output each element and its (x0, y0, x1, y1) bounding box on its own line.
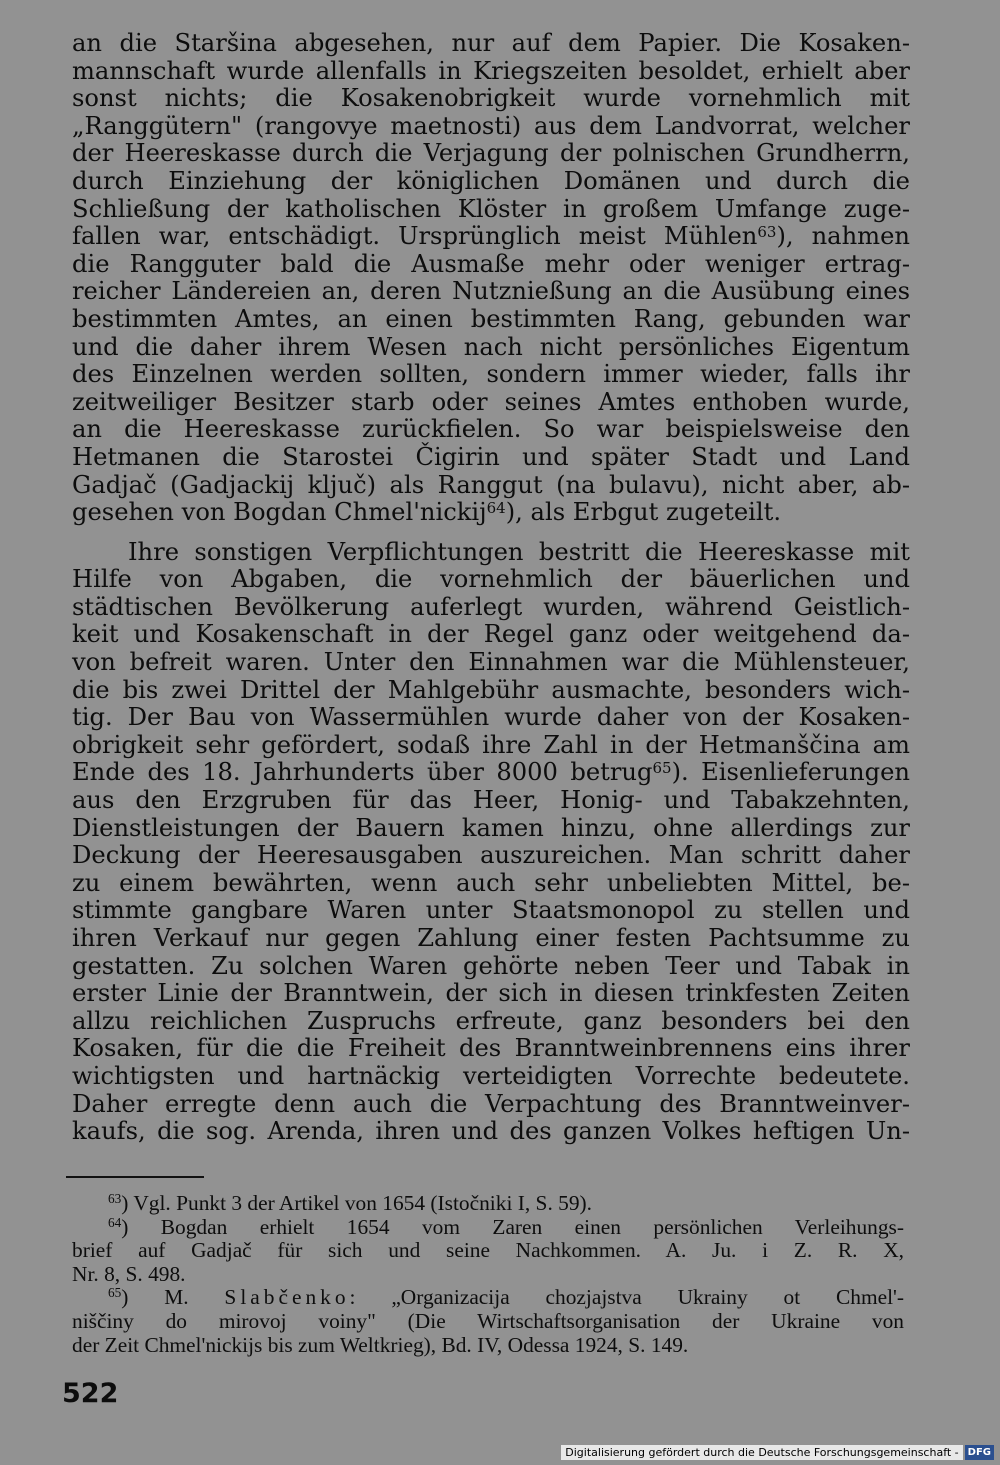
text-line: durch Einziehung der königlichen Domänen und durch die (72, 166, 910, 195)
text-line: der Heereskasse durch die Verjagung der polnischen Grundherrn, (72, 139, 910, 168)
text-line: brief auf Gadjač für sich und seine Nachkommen. A. Ju. i Z. R. X, (72, 1238, 904, 1263)
text-line: erster Linie der Branntwein, der sich in diesen trinkfesten Zeiten (72, 979, 910, 1008)
text-segment: fallen war, entschädigt. Ursprünglich meist Mühlen (72, 222, 758, 251)
paragraph-2 (72, 539, 910, 1146)
text-line: aus den Erzgruben für das Heer, Honig- und Tabakzehnten, (72, 786, 910, 815)
credit-text: Digitalisierung gefördert durch die Deutsche Forschungsgemeinschaft - (561, 1445, 962, 1460)
text-line: allzu reichlichen Zuspruchs erfreute, ganz besonders bei den (72, 1006, 910, 1035)
text-line (72, 223, 910, 251)
text-line: der Zeit Chmel'nickijs bis zum Weltkrieg), Bd. IV, Odessa 1924, S. 149. (72, 1332, 689, 1357)
text-line: Kosaken, für die die Freiheit des Branntweinbrennens eins ihrer (72, 1034, 910, 1063)
text-segment: : „Organizacija chozjajstva Ukrainy ot Chmel'- (349, 1285, 905, 1310)
text-line: des Einzelnen werden sollten, sondern immer wieder, falls ihr (72, 360, 910, 389)
text-segment: ), nahmen (776, 222, 911, 251)
text-line: kaufs, die sog. Arenda, ihren und des ganzen Volkes heftigen Un- (72, 1117, 910, 1146)
footnote-64 (72, 1216, 904, 1287)
text-line: Hetmanen die Starostei Čigirin und später Stadt und Land (72, 442, 910, 471)
footnote-63 (72, 1192, 904, 1216)
text-segment: gesehen von Bogdan Chmel'nickij (72, 498, 487, 527)
text-line: stimmte gangbare Waren unter Staatsmonopol zu stellen und (72, 896, 910, 925)
text-segment: ). Eisenlieferungen (671, 758, 910, 787)
text-segment: ) Bogdan erhielt 1654 vom Zaren einen persönlichen Verleihungs- (121, 1214, 904, 1239)
text-line: Schließung der katholischen Klöster in großem Umfange zuge- (72, 194, 910, 223)
text-line: an die Staršina abgesehen, nur auf dem Papier. Die Kosaken- (72, 29, 910, 57)
text-line: Nr. 8, S. 498. (72, 1261, 186, 1286)
text-segment: ), als Erbgut zugeteilt. (505, 498, 782, 527)
text-line (72, 759, 910, 787)
dfg-logo: DFG (965, 1445, 994, 1460)
text-segment: Ende des 18. Jahrhunderts über 8000 betrug (72, 758, 653, 787)
text-line: reicher Ländereien an, deren Nutznießung an die Ausübung eines (72, 277, 910, 306)
text-line (72, 1192, 904, 1216)
paragraph-1 (72, 30, 910, 527)
text-line: Hilfe von Abgaben, die vornehmlich der bäuerlichen und (72, 565, 910, 594)
text-line: wichtigsten und hartnäckig verteidigten Vorrechte bedeutete. (72, 1061, 910, 1090)
footnote-mark: 64 (108, 1214, 122, 1230)
digitization-credit (561, 1444, 994, 1460)
text-line (72, 1286, 904, 1310)
text-line: Daher erregte denn auch die Verpachtung des Branntweinver- (72, 1089, 910, 1118)
text-line: von befreit waren. Unter den Einnahmen war die Mühlensteuer, (72, 648, 910, 677)
footnote-ref-64[interactable]: 64 (486, 499, 506, 518)
text-line: gestatten. Zu solchen Waren gehörte neben Teer und Tabak in (72, 951, 910, 980)
text-line: „Ranggütern" (rangovye maetnosti) aus dem Landvorrat, welcher (72, 111, 910, 140)
text-line: ihren Verkauf nur gegen Zahlung einer festen Pachtsumme zu (72, 924, 910, 952)
text-line: Ihre sonstigen Verpflichtungen bestritt die Heereskasse mit (128, 537, 910, 566)
text-line: zu einem bewährten, wenn auch sehr unbeliebten Mittel, be- (72, 868, 910, 897)
text-line: städtischen Bevölkerung auferlegt wurden, während Geistlich- (72, 592, 910, 621)
text-line: Deckung der Heeresausgaben auszureichen. Man schritt daher (72, 841, 910, 870)
text-line: tig. Der Bau von Wassermühlen wurde daher von der Kosaken- (72, 703, 910, 732)
text-line: und die daher ihrem Wesen nach nicht persönliches Eigentum (72, 332, 910, 361)
footnote-ref-63[interactable]: 63 (757, 223, 777, 242)
author-name: Slabčenko (224, 1285, 350, 1310)
text-line: die bis zwei Drittel der Mahlgebühr ausmachte, besonders wich- (72, 675, 910, 704)
text-line: Dienstleistungen der Bauern kamen hinzu, ohne allerdings zur (72, 813, 910, 842)
text-line: Gadjač (Gadjackij ključ) als Ranggut (na bulavu), nicht aber, ab- (72, 470, 910, 499)
text-line: keit und Kosakenschaft in der Regel ganz oder weitgehend da- (72, 620, 910, 649)
footnote-divider (66, 1176, 204, 1178)
main-text (72, 30, 910, 1146)
text-line (72, 499, 910, 527)
page-number: 522 (62, 1378, 119, 1409)
text-segment: ) Vgl. Punkt 3 der Artikel von 1654 (Istočniki I, S. 59). (121, 1191, 593, 1215)
text-line: obrigkeit sehr gefördert, sodaß ihre Zahl in der Hetmanščina am (72, 730, 910, 759)
text-line: bestimmten Amtes, an einen bestimmten Rang, gebunden war (72, 304, 910, 333)
text-segment: ) M. (121, 1285, 225, 1310)
footnote-mark: 63 (108, 1191, 122, 1206)
text-line: die Rangguter bald die Ausmaße mehr oder weniger ertrag- (72, 249, 910, 278)
text-line: niščiny do mirovoj voiny" (Die Wirtschaftsorganisation der Ukraine von (72, 1308, 904, 1333)
text-line: sonst nichts; die Kosakenobrigkeit wurde vornehmlich mit (72, 84, 910, 113)
footnote-ref-65[interactable]: 65 (652, 759, 672, 778)
text-line: zeitweiliger Besitzer starb oder seines Amtes enthoben wurde, (72, 387, 910, 416)
text-line: mannschaft wurde allenfalls in Kriegszeiten besoldet, erhielt aber (72, 56, 910, 85)
footnote-65 (72, 1286, 904, 1357)
text-line: an die Heereskasse zurückfielen. So war beispielsweise den (72, 415, 910, 444)
footnotes (72, 1192, 904, 1357)
footnote-mark: 65 (108, 1285, 122, 1301)
text-line (72, 1216, 904, 1240)
